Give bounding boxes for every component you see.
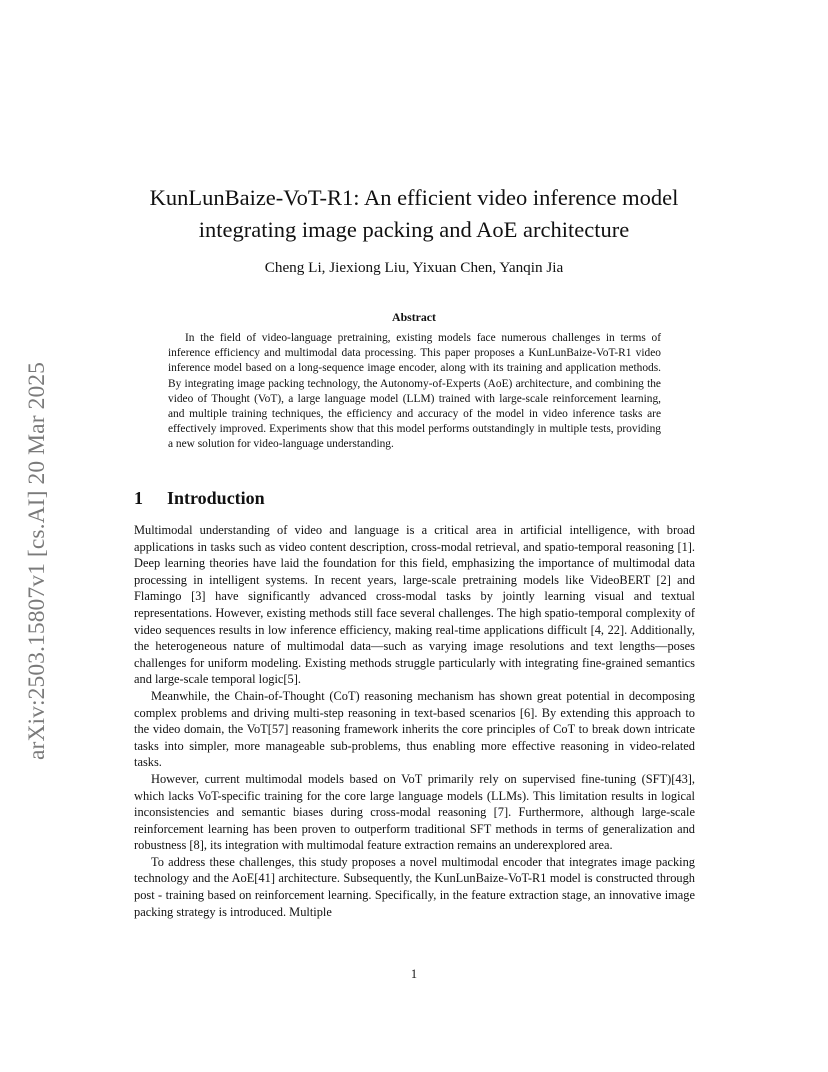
abstract-heading: Abstract: [392, 310, 436, 324]
arxiv-identifier-stamp[interactable]: arXiv:2503.15807v1 [cs.AI] 20 Mar 2025: [24, 361, 50, 760]
section-number: 1: [134, 488, 143, 508]
abstract-text: In the field of video-language pretraining, existing models face numerous challenges in terms of inference efficiency and multimodal data processing. This paper proposes a KunLunBaize-VoT-R1 video inference model based on a long-sequence image encoder, along with its training and application methods. By integrating image packing technology, the Autonomy-of-Experts (AoE) architecture, and combining the video of Thought (VoT), a large language model (LLM) trained with large-scale reinforcement learning, and multiple training techniques, the efficiency and accuracy of the model in video inference tasks are effectively improved. Experiments show that this model performs outstandingly in multiple tests, providing a new solution for video-language understanding.: [168, 332, 661, 451]
page-number: 1: [410, 967, 418, 981]
paper-title-line-1: KunLunBaize-VoT-R1: An efficient video inference model: [149, 185, 679, 210]
paper-title: [100, 182, 728, 246]
section-heading: [134, 487, 265, 509]
section-title: Introduction: [167, 488, 265, 508]
intro-paragraph: However, current multimodal models based on VoT primarily rely on supervised fine-tuning (SFT)[43], which lacks VoT-specific training for the core large language models (LLMs). This limitation results in logical inconsistencies and semantic biases during cross-modal reasoning [7]. Furthermore, although large-scale reinforcement learning has been proven to outperform traditional SFT methods in terms of generalization and robustness [8], its integration with multimodal feature extraction remains an underexplored area.: [134, 771, 695, 853]
paper-title-line-2: integrating image packing and AoE architecture: [198, 217, 630, 242]
introduction-body: [134, 522, 695, 920]
intro-paragraph: Meanwhile, the Chain-of-Thought (CoT) reasoning mechanism has shown great potential in decomposing complex problems and driving multi-step reasoning in text-based scenarios [6]. By extending this approach to the video domain, the VoT[57] reasoning framework inherits the core principles of CoT to break down intricate tasks into simpler, more manageable sub-problems, thus enabling more effective reasoning in video-related tasks.: [134, 688, 695, 770]
intro-paragraph: To address these challenges, this study proposes a novel multimodal encoder that integrates image packing technology and the AoE[41] architecture. Subsequently, the KunLunBaize-VoT-R1 model is constructed through post - training based on reinforcement learning. Specifically, in the feature extraction stage, an innovative image packing strategy is introduced. Multiple: [134, 854, 695, 919]
intro-paragraph: Multimodal understanding of video and language is a critical area in artificial intelligence, with broad applications in tasks such as video content description, cross-modal retrieval, and spatio-temporal reasoning [1]. Deep learning theories have laid the foundation for this field, emphasizing the importance of multimodal data processing in intelligent systems. In recent years, large-scale pretraining models like VideoBERT [2] and Flamingo [3] have significantly advanced cross-modal tasks by jointly learning visual and textual representations. However, existing methods still face several challenges. The high spatio-temporal complexity of video sequences results in low inference efficiency, making real-time applications difficult [4, 22]. Additionally, the heterogeneous nature of multimodal data—such as varying image resolutions and text lengths—poses challenges for uniform modeling. Existing methods struggle particularly with integrating fine-grained semantics and large-scale temporal logic[5].: [134, 523, 695, 687]
author-list: Cheng Li, Jiexiong Liu, Yixuan Chen, Yanqin Jia: [264, 259, 564, 276]
